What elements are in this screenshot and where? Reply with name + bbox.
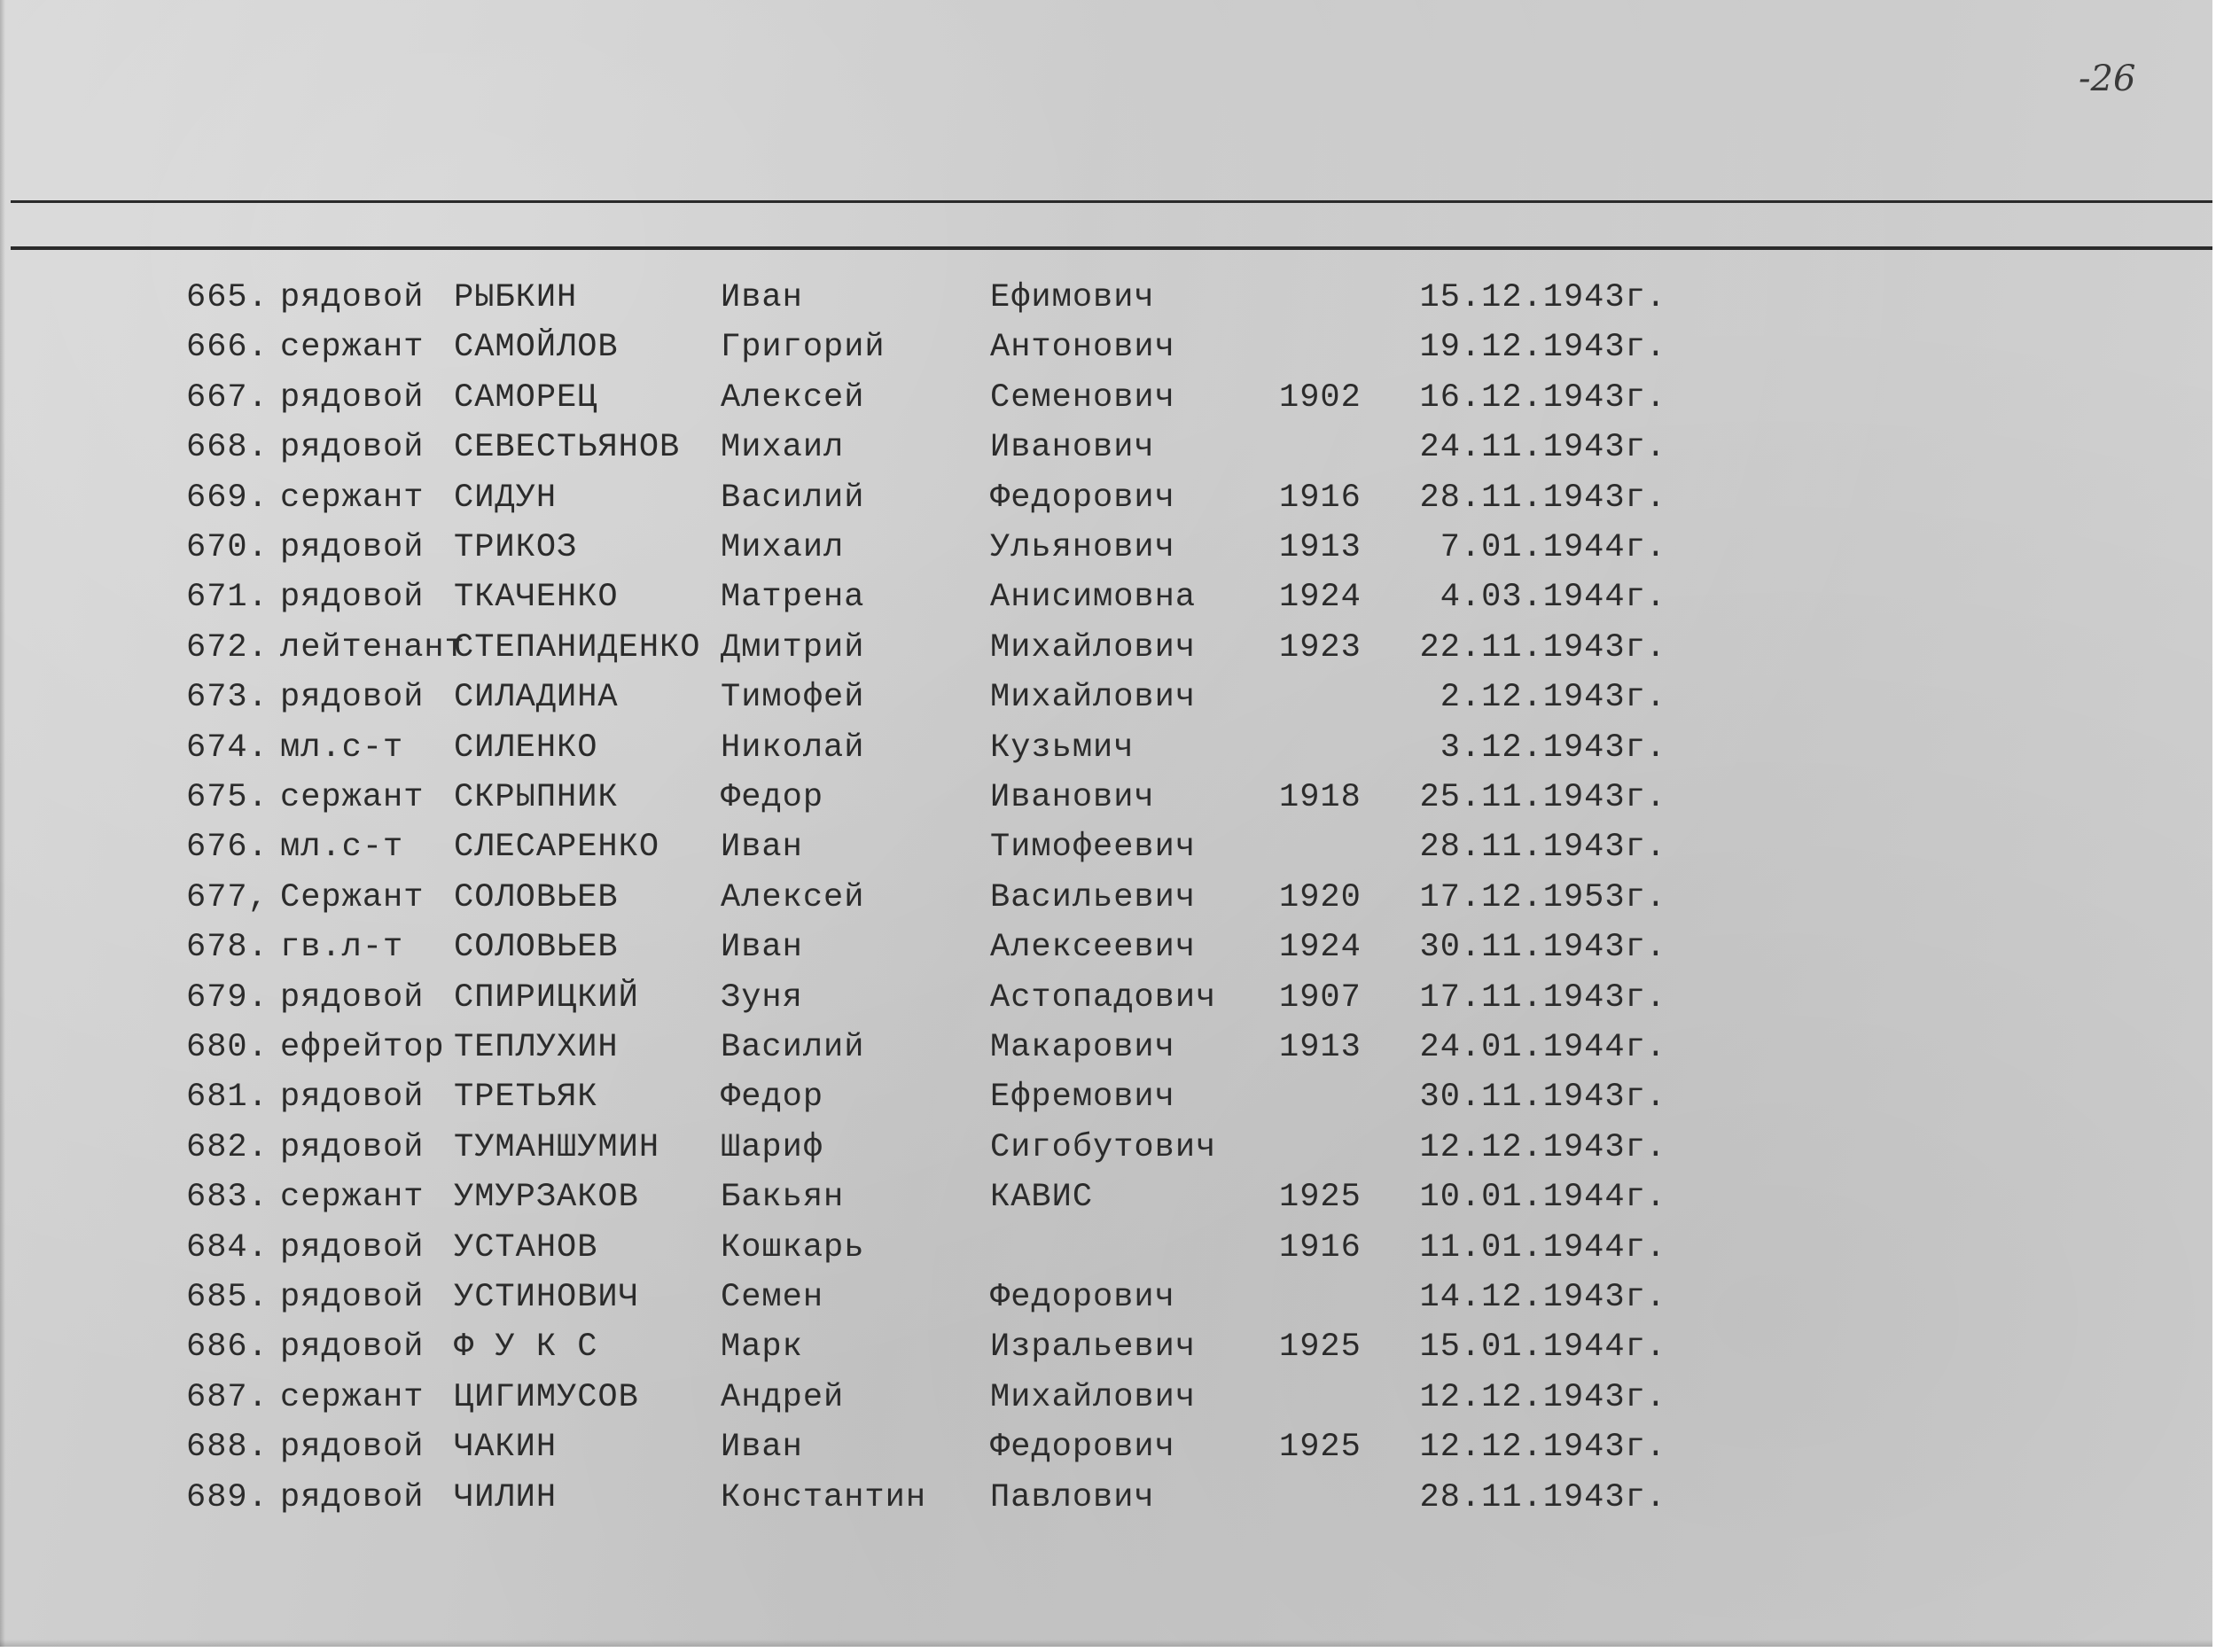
entry-number: 685.	[186, 1279, 269, 1316]
roster-row	[0, 1173, 2212, 1222]
entry-rank: рядовой	[280, 429, 425, 466]
roster-row	[0, 923, 2212, 972]
roster-row	[0, 273, 2212, 323]
entry-date: 12.12.1943г.	[1419, 1379, 1666, 1416]
roster-row	[0, 623, 2212, 673]
roster-row	[0, 1322, 2212, 1372]
entry-patronymic: Кузьмич	[990, 729, 1135, 767]
roster-row	[0, 373, 2212, 423]
entry-surname: СОЛОВЬЕВ	[454, 929, 619, 966]
entry-number: 673.	[186, 679, 269, 716]
entry-birth-year: 1925	[1279, 1179, 1362, 1216]
entry-rank: рядовой	[280, 1329, 425, 1366]
entry-number: 682.	[186, 1129, 269, 1166]
entry-rank: рядовой	[280, 1429, 425, 1466]
entry-rank: лейтенант	[280, 629, 465, 666]
entry-date: 28.11.1943г.	[1419, 829, 1666, 866]
entry-birth-year: 1924	[1279, 579, 1362, 616]
entry-date: 10.01.1944г.	[1419, 1179, 1666, 1216]
entry-rank: рядовой	[280, 379, 425, 417]
entry-surname: Ф У К С	[454, 1329, 598, 1366]
entry-birth-year: 1916	[1279, 479, 1362, 517]
entry-first-name: Бакьян	[721, 1179, 845, 1216]
entry-first-name: Федор	[721, 1079, 824, 1116]
entry-patronymic: Изральевич	[990, 1329, 1197, 1366]
entry-patronymic: Павлович	[990, 1479, 1155, 1516]
roster-row	[0, 673, 2212, 722]
entry-patronymic: Иванович	[990, 779, 1155, 816]
entry-surname: САМОЙЛОВ	[454, 329, 619, 366]
entry-date: 7.01.1944г.	[1440, 529, 1666, 566]
entry-birth-year: 1916	[1279, 1229, 1362, 1266]
roster-row	[0, 873, 2212, 923]
entry-first-name: Федор	[721, 779, 824, 816]
entry-birth-year: 1925	[1279, 1329, 1362, 1366]
entry-rank: рядовой	[280, 1079, 425, 1116]
entry-surname: ТУМАНШУМИН	[454, 1129, 660, 1166]
entry-rank: рядовой	[280, 979, 425, 1017]
roster-row	[0, 723, 2212, 773]
roster-row	[0, 973, 2212, 1023]
entry-surname: ТКАЧЕНКО	[454, 579, 619, 616]
entry-patronymic: Михайлович	[990, 679, 1197, 716]
entry-birth-year: 1913	[1279, 529, 1362, 566]
entry-surname: СПИРИЦКИЙ	[454, 979, 639, 1017]
entry-rank: ефрейтор	[280, 1029, 445, 1066]
entry-birth-year: 1923	[1279, 629, 1362, 666]
entry-first-name: Матрена	[721, 579, 865, 616]
entry-date: 17.11.1943г.	[1419, 979, 1666, 1017]
entry-number: 688.	[186, 1429, 269, 1466]
entry-rank: рядовой	[280, 529, 425, 566]
entry-patronymic: Федорович	[990, 479, 1175, 517]
entry-number: 672.	[186, 629, 269, 666]
entry-first-name: Григорий	[721, 329, 886, 366]
entry-patronymic: Михайлович	[990, 629, 1197, 666]
entry-surname: УСТИНОВИЧ	[454, 1279, 639, 1316]
entry-patronymic: Федорович	[990, 1429, 1175, 1466]
entry-surname: СИДУН	[454, 479, 558, 517]
entry-number: 678.	[186, 929, 269, 966]
roster-row	[0, 1223, 2212, 1273]
entry-surname: СТЕПАНИДЕНКО	[454, 629, 701, 666]
entry-first-name: Иван	[721, 1429, 803, 1466]
roster-row	[0, 323, 2212, 372]
entry-first-name: Михаил	[721, 529, 845, 566]
entry-number: 679.	[186, 979, 269, 1017]
entry-rank: сержант	[280, 779, 425, 816]
entry-patronymic: Макарович	[990, 1029, 1175, 1066]
entry-patronymic: Васильевич	[990, 879, 1197, 916]
entry-date: 14.12.1943г.	[1419, 1279, 1666, 1316]
entry-surname: ТРИКОЗ	[454, 529, 578, 566]
entry-patronymic: Ульянович	[990, 529, 1175, 566]
entry-date: 30.11.1943г.	[1419, 1079, 1666, 1116]
entry-date: 24.01.1944г.	[1419, 1029, 1666, 1066]
entry-birth-year: 1924	[1279, 929, 1362, 966]
entry-birth-year: 1913	[1279, 1029, 1362, 1066]
entry-surname: УМУРЗАКОВ	[454, 1179, 639, 1216]
entry-surname: СЛЕСАРЕНКО	[454, 829, 660, 866]
roster-row	[0, 423, 2212, 472]
entry-date: 15.01.1944г.	[1419, 1329, 1666, 1366]
entry-number: 667.	[186, 379, 269, 417]
page-bottom-shadow	[0, 1640, 2212, 1647]
entry-first-name: Иван	[721, 279, 803, 316]
entry-date: 17.12.1953г.	[1419, 879, 1666, 916]
entry-date: 2.12.1943г.	[1440, 679, 1666, 716]
entry-first-name: Иван	[721, 929, 803, 966]
entry-patronymic: Федорович	[990, 1279, 1175, 1316]
entry-surname: САМОРЕЦ	[454, 379, 598, 417]
entry-rank: мл.с-т	[280, 729, 404, 767]
entry-surname: СИЛАДИНА	[454, 679, 619, 716]
roster-row	[0, 523, 2212, 573]
entry-date: 11.01.1944г.	[1419, 1229, 1666, 1266]
entry-number: 670.	[186, 529, 269, 566]
header-rule	[11, 246, 2212, 250]
entry-first-name: Семен	[721, 1279, 824, 1316]
entry-patronymic: Сигобутович	[990, 1129, 1217, 1166]
roster-row	[0, 1072, 2212, 1122]
entry-date: 3.12.1943г.	[1440, 729, 1666, 767]
entry-birth-year: 1925	[1279, 1429, 1362, 1466]
entry-rank: рядовой	[280, 679, 425, 716]
entry-surname: СИЛЕНКО	[454, 729, 598, 767]
roster-row	[0, 1473, 2212, 1523]
entry-number: 681.	[186, 1079, 269, 1116]
entry-date: 4.03.1944г.	[1440, 579, 1666, 616]
roster-row	[0, 1373, 2212, 1422]
entry-surname: ЦИГИМУСОВ	[454, 1379, 639, 1416]
entry-number: 671.	[186, 579, 269, 616]
entry-date: 22.11.1943г.	[1419, 629, 1666, 666]
entry-surname: ТРЕТЬЯК	[454, 1079, 598, 1116]
roster-row	[0, 822, 2212, 872]
entry-first-name: Дмитрий	[721, 629, 865, 666]
entry-first-name: Андрей	[721, 1379, 845, 1416]
entry-first-name: Алексей	[721, 879, 865, 916]
entry-number: 665.	[186, 279, 269, 316]
entry-number: 666.	[186, 329, 269, 366]
entry-date: 19.12.1943г.	[1419, 329, 1666, 366]
entry-patronymic: Семенович	[990, 379, 1175, 417]
entry-date: 24.11.1943г.	[1419, 429, 1666, 466]
roster-row	[0, 1023, 2212, 1072]
entry-number: 675.	[186, 779, 269, 816]
entry-rank: Сержант	[280, 879, 425, 916]
entry-patronymic: Алексеевич	[990, 929, 1197, 966]
entry-rank: рядовой	[280, 1479, 425, 1516]
entry-birth-year: 1918	[1279, 779, 1362, 816]
entry-rank: рядовой	[280, 579, 425, 616]
entry-rank: гв.л-т	[280, 929, 404, 966]
entry-patronymic: Ефремович	[990, 1079, 1175, 1116]
entry-rank: сержант	[280, 1179, 425, 1216]
entry-date: 28.11.1943г.	[1419, 479, 1666, 517]
entry-date: 12.12.1943г.	[1419, 1429, 1666, 1466]
entry-surname: РЫБКИН	[454, 279, 578, 316]
entry-first-name: Тимофей	[721, 679, 865, 716]
entry-surname: ТЕПЛУХИН	[454, 1029, 619, 1066]
entry-date: 16.12.1943г.	[1419, 379, 1666, 417]
entry-surname: СКРЫПНИК	[454, 779, 619, 816]
entry-number: 683.	[186, 1179, 269, 1216]
entry-birth-year: 1902	[1279, 379, 1362, 417]
top-rule	[11, 200, 2212, 203]
entry-number: 680.	[186, 1029, 269, 1066]
entry-number: 689.	[186, 1479, 269, 1516]
entry-patronymic: Михайлович	[990, 1379, 1197, 1416]
entry-rank: сержант	[280, 329, 425, 366]
entry-number: 668.	[186, 429, 269, 466]
entry-surname: ЧАКИН	[454, 1429, 558, 1466]
entry-number: 674.	[186, 729, 269, 767]
entry-patronymic: Иванович	[990, 429, 1155, 466]
entry-first-name: Алексей	[721, 379, 865, 417]
entry-date: 30.11.1943г.	[1419, 929, 1666, 966]
entry-birth-year: 1920	[1279, 879, 1362, 916]
page-number: -26	[2079, 58, 2136, 99]
entry-number: 687.	[186, 1379, 269, 1416]
entry-date: 12.12.1943г.	[1419, 1129, 1666, 1166]
entry-number: 684.	[186, 1229, 269, 1266]
entry-patronymic: Ефимович	[990, 279, 1155, 316]
entry-first-name: Василий	[721, 479, 865, 517]
entry-number: 669.	[186, 479, 269, 517]
entry-patronymic: Тимофеевич	[990, 829, 1197, 866]
entry-surname: СЕВЕСТЬЯНОВ	[454, 429, 681, 466]
entry-rank: мл.с-т	[280, 829, 404, 866]
entry-birth-year: 1907	[1279, 979, 1362, 1017]
entry-first-name: Константин	[721, 1479, 927, 1516]
entry-date: 28.11.1943г.	[1419, 1479, 1666, 1516]
roster-list	[0, 273, 2212, 1540]
entry-number: 686.	[186, 1329, 269, 1366]
roster-row	[0, 473, 2212, 523]
entry-number: 676.	[186, 829, 269, 866]
entry-first-name: Марк	[721, 1329, 803, 1366]
roster-row	[0, 1123, 2212, 1173]
entry-number: 677,	[186, 879, 269, 916]
entry-rank: рядовой	[280, 1279, 425, 1316]
entry-surname: ЧИЛИН	[454, 1479, 558, 1516]
entry-first-name: Зуня	[721, 979, 803, 1017]
entry-rank: сержант	[280, 1379, 425, 1416]
entry-rank: сержант	[280, 479, 425, 517]
entry-first-name: Иван	[721, 829, 803, 866]
entry-patronymic: Анисимовна	[990, 579, 1197, 616]
entry-first-name: Кошкарь	[721, 1229, 865, 1266]
entry-surname: УСТАНОВ	[454, 1229, 598, 1266]
entry-rank: рядовой	[280, 1129, 425, 1166]
entry-first-name: Шариф	[721, 1129, 824, 1166]
entry-rank: рядовой	[280, 279, 425, 316]
entry-patronymic: Астопадович	[990, 979, 1217, 1017]
entry-first-name: Николай	[721, 729, 865, 767]
entry-date: 25.11.1943г.	[1419, 779, 1666, 816]
roster-row	[0, 773, 2212, 822]
roster-row	[0, 1273, 2212, 1322]
roster-row	[0, 1422, 2212, 1472]
entry-rank: рядовой	[280, 1229, 425, 1266]
roster-row	[0, 573, 2212, 622]
entry-patronymic: Антонович	[990, 329, 1175, 366]
entry-patronymic: КАВИС	[990, 1179, 1094, 1216]
entry-first-name: Василий	[721, 1029, 865, 1066]
entry-surname: СОЛОВЬЕВ	[454, 879, 619, 916]
entry-first-name: Михаил	[721, 429, 845, 466]
entry-date: 15.12.1943г.	[1419, 279, 1666, 316]
